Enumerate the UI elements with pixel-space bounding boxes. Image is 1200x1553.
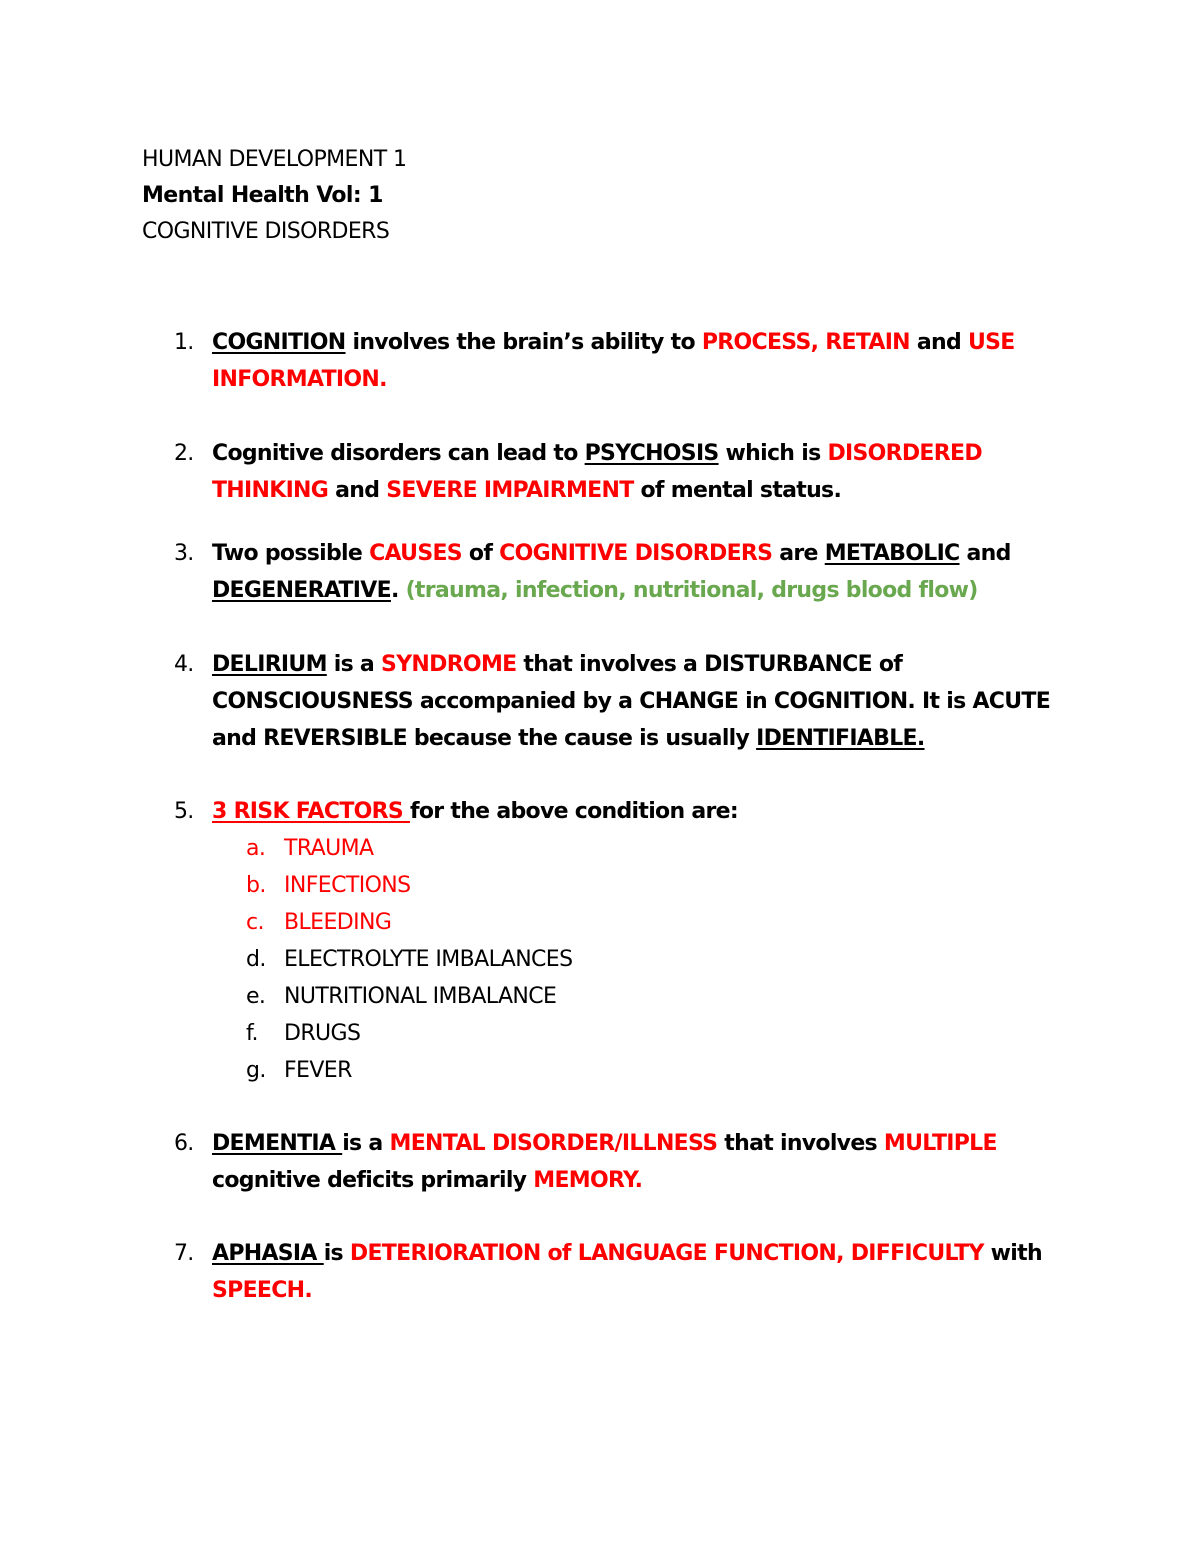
item-line [212, 1125, 1072, 1162]
item-line [212, 535, 1072, 572]
term-cognition: COGNITION [212, 330, 346, 355]
highlight-text: MENTAL DISORDER/ILLNESS [389, 1131, 718, 1156]
term-metabolic: METABOLIC [824, 541, 960, 566]
item-line [212, 572, 1072, 609]
highlight-text: SYNDROME [381, 652, 517, 677]
sub-item-g [246, 1052, 352, 1089]
volume-title: Mental Health Vol: 1 [142, 183, 383, 208]
document-header [142, 142, 406, 250]
item-line [212, 1272, 1072, 1309]
term-psychosis: PSYCHOSIS [584, 441, 719, 466]
item-number: 5. [174, 799, 194, 824]
list-item-2 [174, 435, 1072, 509]
item-text: of mental status. [633, 478, 842, 503]
topic-title: COGNITIVE DISORDERS [142, 219, 390, 244]
item-line [212, 683, 1072, 720]
sub-text: ELECTROLYTE IMBALANCES [284, 947, 573, 972]
sub-text: BLEEDING [284, 910, 392, 935]
sub-letter: c. [246, 910, 264, 935]
item-number: 7. [174, 1241, 194, 1266]
sub-letter: f. [246, 1021, 258, 1046]
item-text: which is [718, 441, 828, 466]
item-number: 4. [174, 652, 194, 677]
sub-text: DRUGS [284, 1021, 361, 1046]
note-text: (trauma, infection, nutritional, drugs blood flow) [405, 578, 978, 603]
item-text: involves the brain’s ability to [345, 330, 702, 355]
item-line [212, 720, 1072, 757]
list-item-6 [174, 1125, 1072, 1199]
sub-letter: a. [246, 836, 266, 861]
highlight-text: INFORMATION. [212, 367, 387, 392]
highlight-text: DISORDERED [827, 441, 982, 466]
highlight-text: SEVERE IMPAIRMENT [386, 478, 634, 503]
item-line [212, 324, 1072, 361]
highlight-text: DETERIORATION of LANGUAGE FUNCTION, DIFFICULTY [349, 1241, 984, 1266]
term-dementia: DEMENTIA [212, 1131, 343, 1156]
list-item-7 [174, 1235, 1072, 1309]
item-line [212, 1235, 1072, 1272]
item-line [212, 472, 1072, 509]
sub-text: TRAUMA [284, 836, 374, 861]
item-text: and [959, 541, 1011, 566]
sub-letter: g. [246, 1058, 266, 1083]
item-line [212, 361, 1072, 398]
list-item-3 [174, 535, 1072, 609]
sub-letter: b. [246, 873, 266, 898]
term-degenerative: DEGENERATIVE [212, 578, 391, 603]
sub-letter: d. [246, 947, 266, 972]
item-line [212, 1162, 1072, 1199]
item-text: cognitive deficits primarily [212, 1168, 534, 1193]
sub-text: NUTRITIONAL IMBALANCE [284, 984, 557, 1009]
sub-item-f [246, 1015, 361, 1052]
sub-item-c [246, 904, 392, 941]
item-text: are [772, 541, 825, 566]
item-number: 3. [174, 541, 194, 566]
list-item-5 [174, 793, 1072, 830]
item-line [212, 435, 1072, 472]
term-delirium: DELIRIUM [212, 652, 327, 677]
sub-item-d [246, 941, 573, 978]
item-text: . [390, 578, 406, 603]
term-identifiable: IDENTIFIABLE. [756, 726, 925, 751]
item-text: for the above condition are: [409, 799, 738, 824]
item-text: and REVERSIBLE because the cause is usually [212, 726, 757, 751]
highlight-text: MEMORY. [533, 1168, 643, 1193]
course-title: HUMAN DEVELOPMENT 1 [142, 147, 407, 172]
item-number: 2. [174, 441, 194, 466]
item-text: CONSCIOUSNESS accompanied by a CHANGE in COGNITION. It is ACUTE [212, 689, 1051, 714]
list-item-4 [174, 646, 1072, 757]
item-text: Two possible [212, 541, 370, 566]
sub-item-a [246, 830, 374, 867]
item-text: Cognitive disorders can lead to [212, 441, 585, 466]
item-line [212, 646, 1072, 683]
sub-letter: e. [246, 984, 266, 1009]
item-text: that involves [717, 1131, 884, 1156]
item-text: is a [326, 652, 382, 677]
item-text: and [328, 478, 387, 503]
item-text: that involves a DISTURBANCE of [516, 652, 903, 677]
sub-item-e [246, 978, 557, 1015]
highlight-text: MULTIPLE [883, 1131, 997, 1156]
term-aphasia: APHASIA [212, 1241, 324, 1266]
item-number: 1. [174, 330, 194, 355]
item-text: and [909, 330, 968, 355]
item-number: 6. [174, 1131, 194, 1156]
highlight-text: COGNITIVE DISORDERS [499, 541, 773, 566]
sub-item-b [246, 867, 411, 904]
highlight-text: SPEECH. [212, 1278, 313, 1303]
item-line [212, 793, 1072, 830]
sub-text: FEVER [284, 1058, 352, 1083]
item-text: is [323, 1241, 350, 1266]
highlight-text: PROCESS, RETAIN [701, 330, 910, 355]
list-item-1 [174, 324, 1072, 398]
item-text: is a [342, 1131, 390, 1156]
item-text: of [461, 541, 500, 566]
highlight-text: USE [967, 330, 1015, 355]
item-text: with [983, 1241, 1042, 1266]
term-risk-factors: 3 RISK FACTORS [212, 799, 410, 824]
sub-text: INFECTIONS [284, 873, 411, 898]
highlight-text: CAUSES [369, 541, 462, 566]
highlight-text: THINKING [212, 478, 329, 503]
